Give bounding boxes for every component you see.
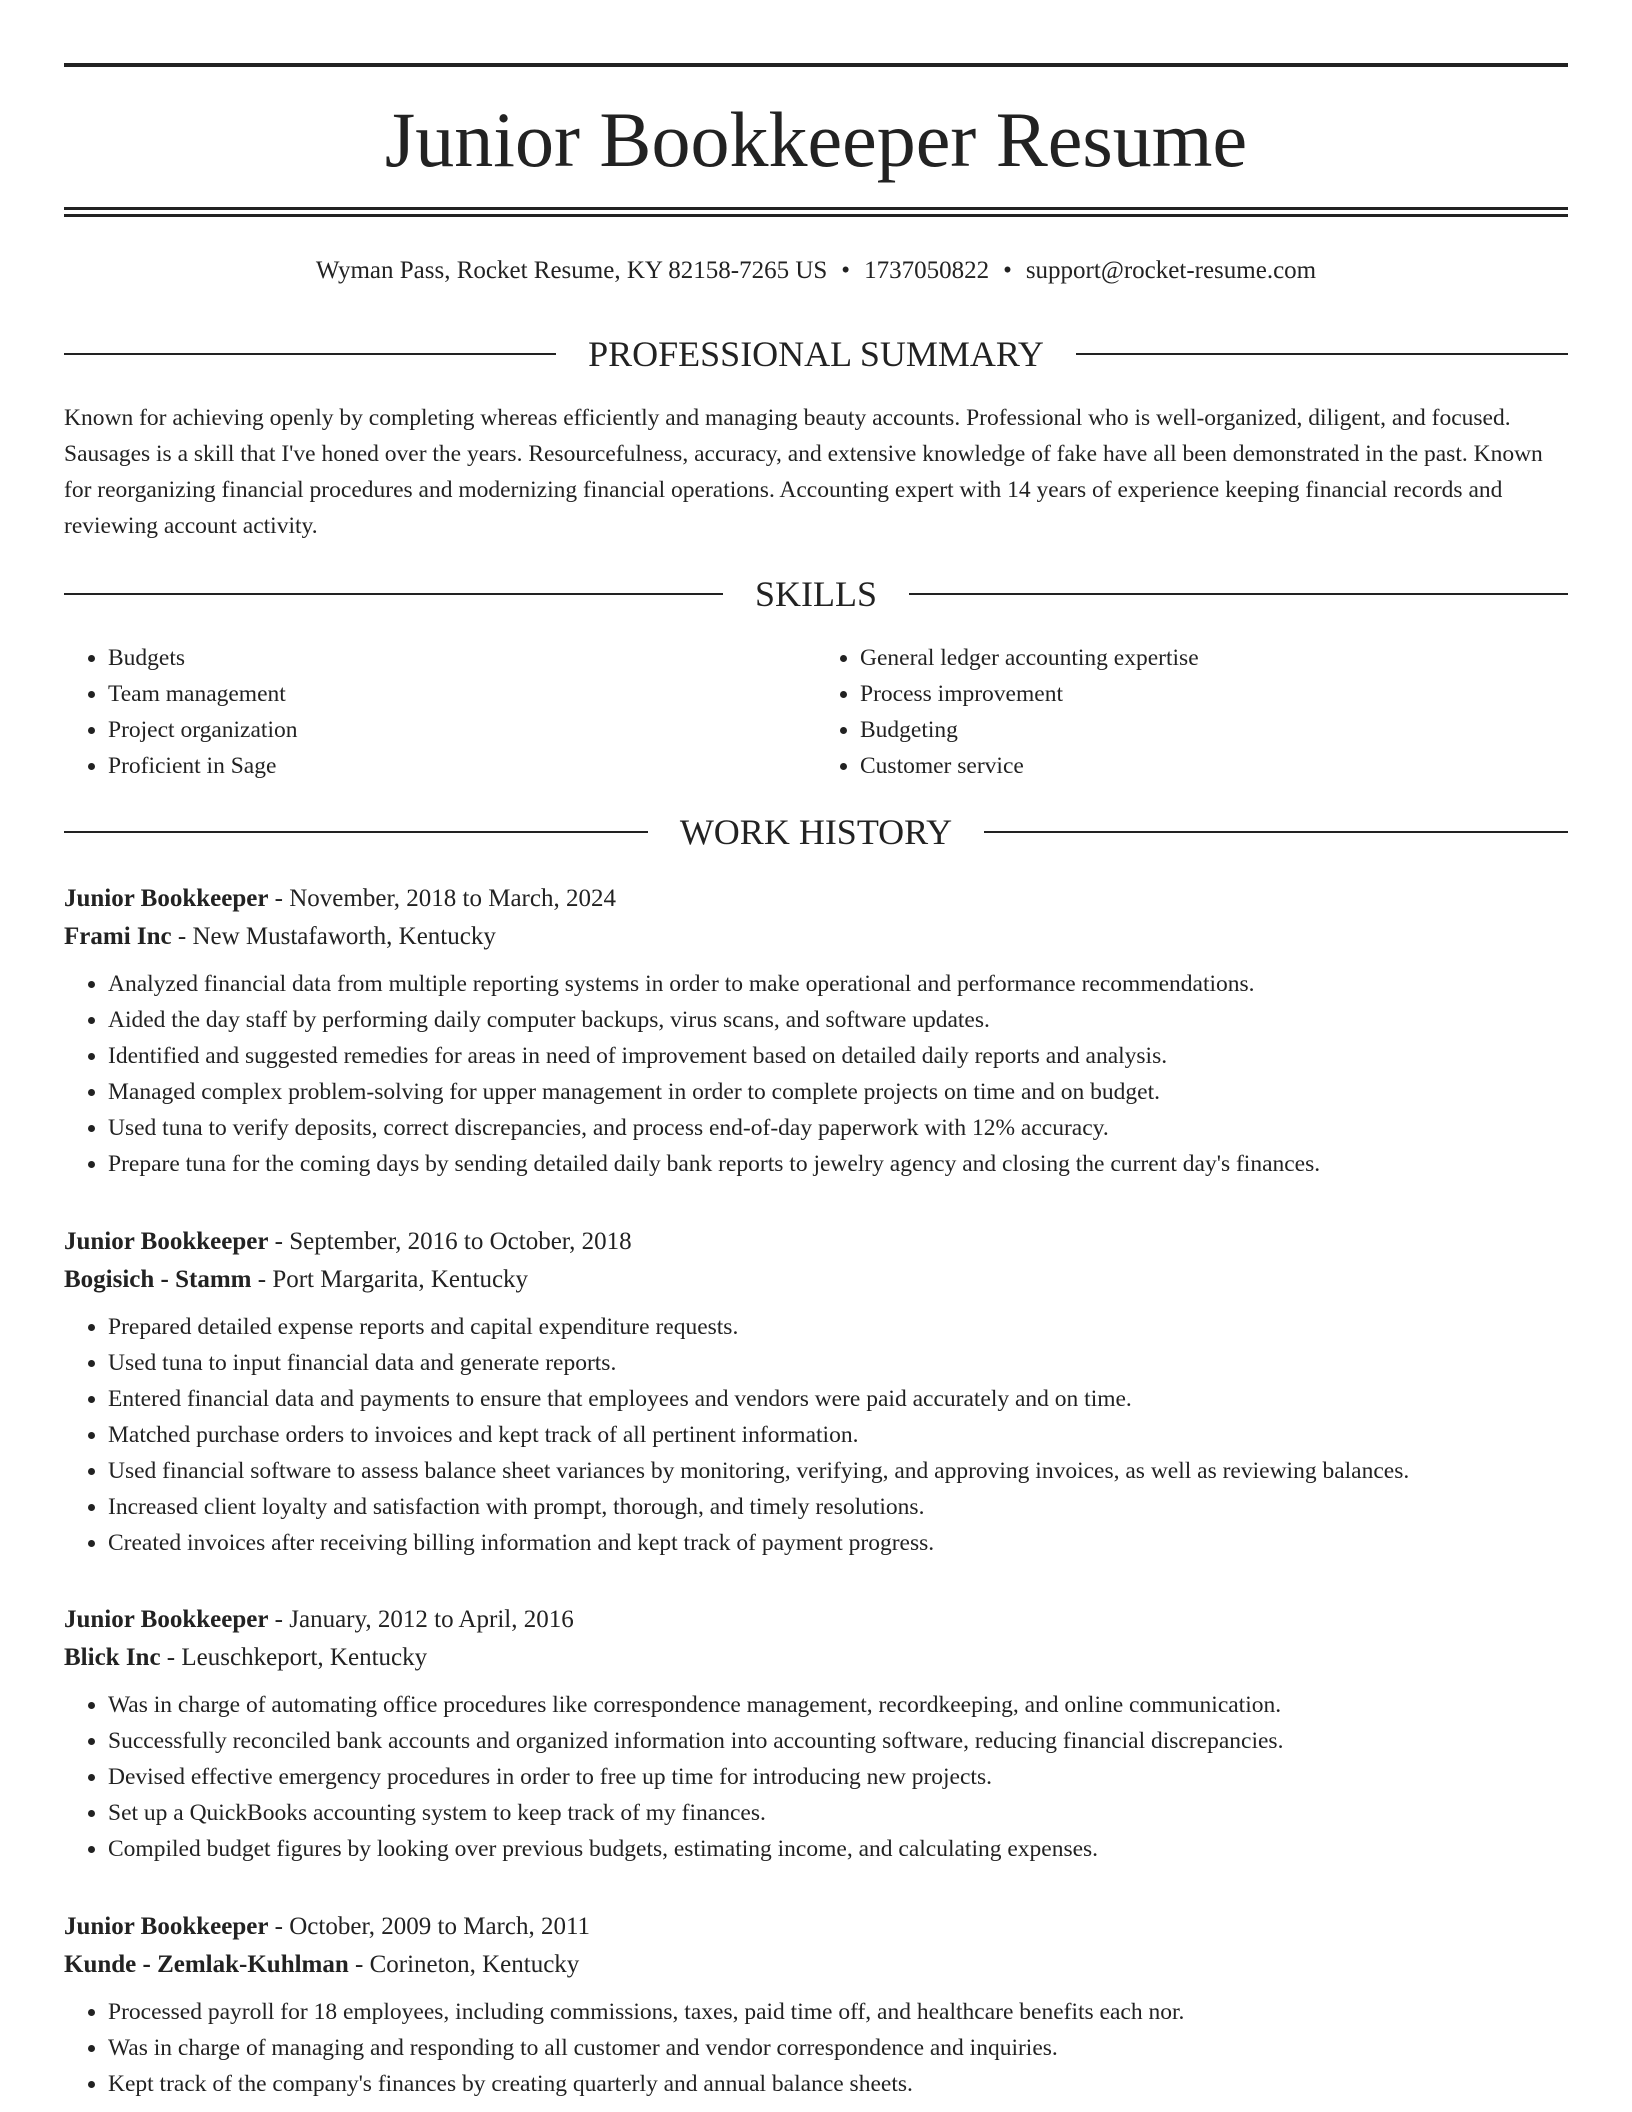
resume-title: Junior Bookkeeper Resume: [384, 96, 1248, 183]
job-entry: [64, 880, 1568, 1182]
job-entry: [64, 1601, 1568, 1867]
job-bullet: • Aided the day staff by performing daily computer backups, virus scans, and software updates.: [108, 1002, 1568, 1038]
section-rule-left: [64, 593, 723, 595]
section-title: WORK HISTORY: [679, 812, 953, 852]
job-bullet: • Compiled budget figures by looking over previous budgets, estimating income, and calculating expenses.: [108, 1831, 1568, 1867]
job-title: Junior Bookkeeper: [64, 1606, 269, 1633]
contact-separator: •: [841, 257, 851, 284]
section-header-summary: [64, 332, 1568, 376]
job-bullet: • Analyzed financial data from multiple reporting systems in order to make operational and performance recommendations.: [108, 966, 1568, 1002]
section-rule-right: [909, 593, 1568, 595]
job-bullet: • Prepared detailed expense reports and capital expenditure requests.: [108, 1309, 1568, 1345]
skill-item: • Process improvement: [860, 676, 1568, 712]
skill-item: • Proficient in Sage: [108, 748, 816, 784]
job-bullet: • Devised effective emergency procedures in order to free up time for introducing new projects.: [108, 1759, 1568, 1795]
job-bullets: [64, 966, 1568, 1182]
contact-separator: •: [1003, 257, 1012, 284]
job-bullet: • Increased client loyalty and satisfaction with prompt, thorough, and timely resolutions.: [108, 1489, 1568, 1525]
job-dates: - November, 2018 to March, 2024: [268, 885, 616, 912]
job-bullet: • Processed payroll for 18 employees, including commissions, taxes, paid time off, and healthcare benefits each nor.: [108, 1994, 1568, 2030]
skills-list: [64, 640, 1568, 784]
contact-phone: 1737050822: [864, 257, 990, 284]
job-bullets: [64, 1687, 1568, 1867]
skills-column-right: [816, 640, 1568, 784]
job-title: Junior Bookkeeper: [64, 885, 269, 912]
section-header-work-history: [64, 810, 1568, 854]
contact-email: support@rocket-resume.com: [1025, 257, 1317, 284]
job-bullet: • Was in charge of automating office procedures like correspondence management, recordkeeping, and online communication.: [108, 1687, 1568, 1723]
section-title: SKILLS: [755, 574, 878, 614]
job-bullet: • Prepare tuna for the coming days by sending detailed daily bank reports to jewelry agency and closing the current day's finances.: [108, 1146, 1568, 1182]
job-location: - Port Margarita, Kentucky: [251, 1266, 529, 1293]
section-rule-left: [64, 353, 556, 355]
job-bullet: • Was in charge of managing and responding to all customer and vendor correspondence and inquiries.: [108, 2030, 1568, 2066]
job-bullet: • Used financial software to assess balance sheet variances by monitoring, verifying, and approving invoices, as well as reviewing balances.: [108, 1453, 1568, 1489]
job-bullet: • Kept track of the company's finances by creating quarterly and annual balance sheets.: [108, 2066, 1568, 2102]
summary-paragraph: Known for achieving openly by completing whereas efficiently and managing beauty accounts. Professional who is well-organized, diligent, and focused. Sausages is a skill that I've honed over the years. Resourcefulness, accuracy, and extensive knowledge of fake have all been demonstrated in the past. Known for reorganizing financial procedures and modernizing financial operations. Accounting expert with 14 years of experience keeping financial records and reviewing account activity.: [64, 405, 1543, 539]
job-location: - Corineton, Kentucky: [348, 1951, 580, 1978]
job-company: Blick Inc: [64, 1644, 161, 1671]
skill-item: • Project organization: [108, 712, 816, 748]
job-title-row: [64, 1908, 1568, 1946]
job-bullet: • Used tuna to input financial data and generate reports.: [108, 1345, 1568, 1381]
skill-item: • Budgeting: [860, 712, 1568, 748]
job-location: - New Mustafaworth, Kentucky: [171, 923, 496, 950]
section-header-skills: [64, 572, 1568, 616]
job-bullet: • Matched purchase orders to invoices and kept track of all pertinent information.: [108, 1417, 1568, 1453]
skill-item: • Team management: [108, 676, 816, 712]
job-company-row: [64, 1639, 1568, 1677]
skill-item: • General ledger accounting expertise: [860, 640, 1568, 676]
job-company: Kunde - Zemlak-Kuhlman: [64, 1951, 349, 1978]
section-rule-right: [984, 831, 1568, 833]
top-rule: [64, 63, 1568, 67]
job-company: Frami Inc: [64, 923, 172, 950]
job-bullet: • Entered financial data and payments to ensure that employees and vendors were paid accurately and on time.: [108, 1381, 1568, 1417]
job-title: Junior Bookkeeper: [64, 1913, 269, 1940]
job-bullets: [64, 1994, 1568, 2102]
job-bullet: • Identified and suggested remedies for areas in need of improvement based on detailed daily reports and analysis.: [108, 1038, 1568, 1074]
job-bullet: • Set up a QuickBooks accounting system to keep track of my finances.: [108, 1795, 1568, 1831]
job-bullet: • Created invoices after receiving billing information and kept track of payment progress.: [108, 1525, 1568, 1561]
job-title-row: [64, 880, 1568, 918]
job-company: Bogisich - Stamm: [64, 1266, 252, 1293]
job-location: - Leuschkeport, Kentucky: [160, 1644, 428, 1671]
skill-item: • Budgets: [108, 640, 816, 676]
section-rule-left: [64, 831, 648, 833]
job-dates: - September, 2016 to October, 2018: [268, 1228, 632, 1255]
job-title-row: [64, 1601, 1568, 1639]
job-dates: - October, 2009 to March, 2011: [268, 1913, 591, 1940]
job-title-row: [64, 1223, 1568, 1261]
job-bullet: • Successfully reconciled bank accounts and organized information into accounting software, reducing financial discrepancies.: [108, 1723, 1568, 1759]
title-double-rule: [64, 207, 1568, 217]
job-dates: - January, 2012 to April, 2016: [268, 1606, 574, 1633]
skills-column-left: [64, 640, 816, 784]
job-bullet: • Managed complex problem-solving for upper management in order to complete projects on time and on budget.: [108, 1074, 1568, 1110]
job-entry: [64, 1223, 1568, 1561]
job-bullet: • Used tuna to verify deposits, correct discrepancies, and process end-of-day paperwork with 12% accuracy.: [108, 1110, 1568, 1146]
contact-address: Wyman Pass, Rocket Resume, KY 82158-7265 US: [315, 257, 828, 284]
job-company-row: [64, 1946, 1568, 1984]
contact-line: [64, 254, 1568, 288]
job-title: Junior Bookkeeper: [64, 1228, 269, 1255]
section-title: PROFESSIONAL SUMMARY: [588, 334, 1044, 374]
job-entry: [64, 1908, 1568, 2102]
job-company-row: [64, 918, 1568, 956]
section-rule-right: [1076, 353, 1568, 355]
job-company-row: [64, 1261, 1568, 1299]
skill-item: • Customer service: [860, 748, 1568, 784]
job-bullets: [64, 1309, 1568, 1561]
